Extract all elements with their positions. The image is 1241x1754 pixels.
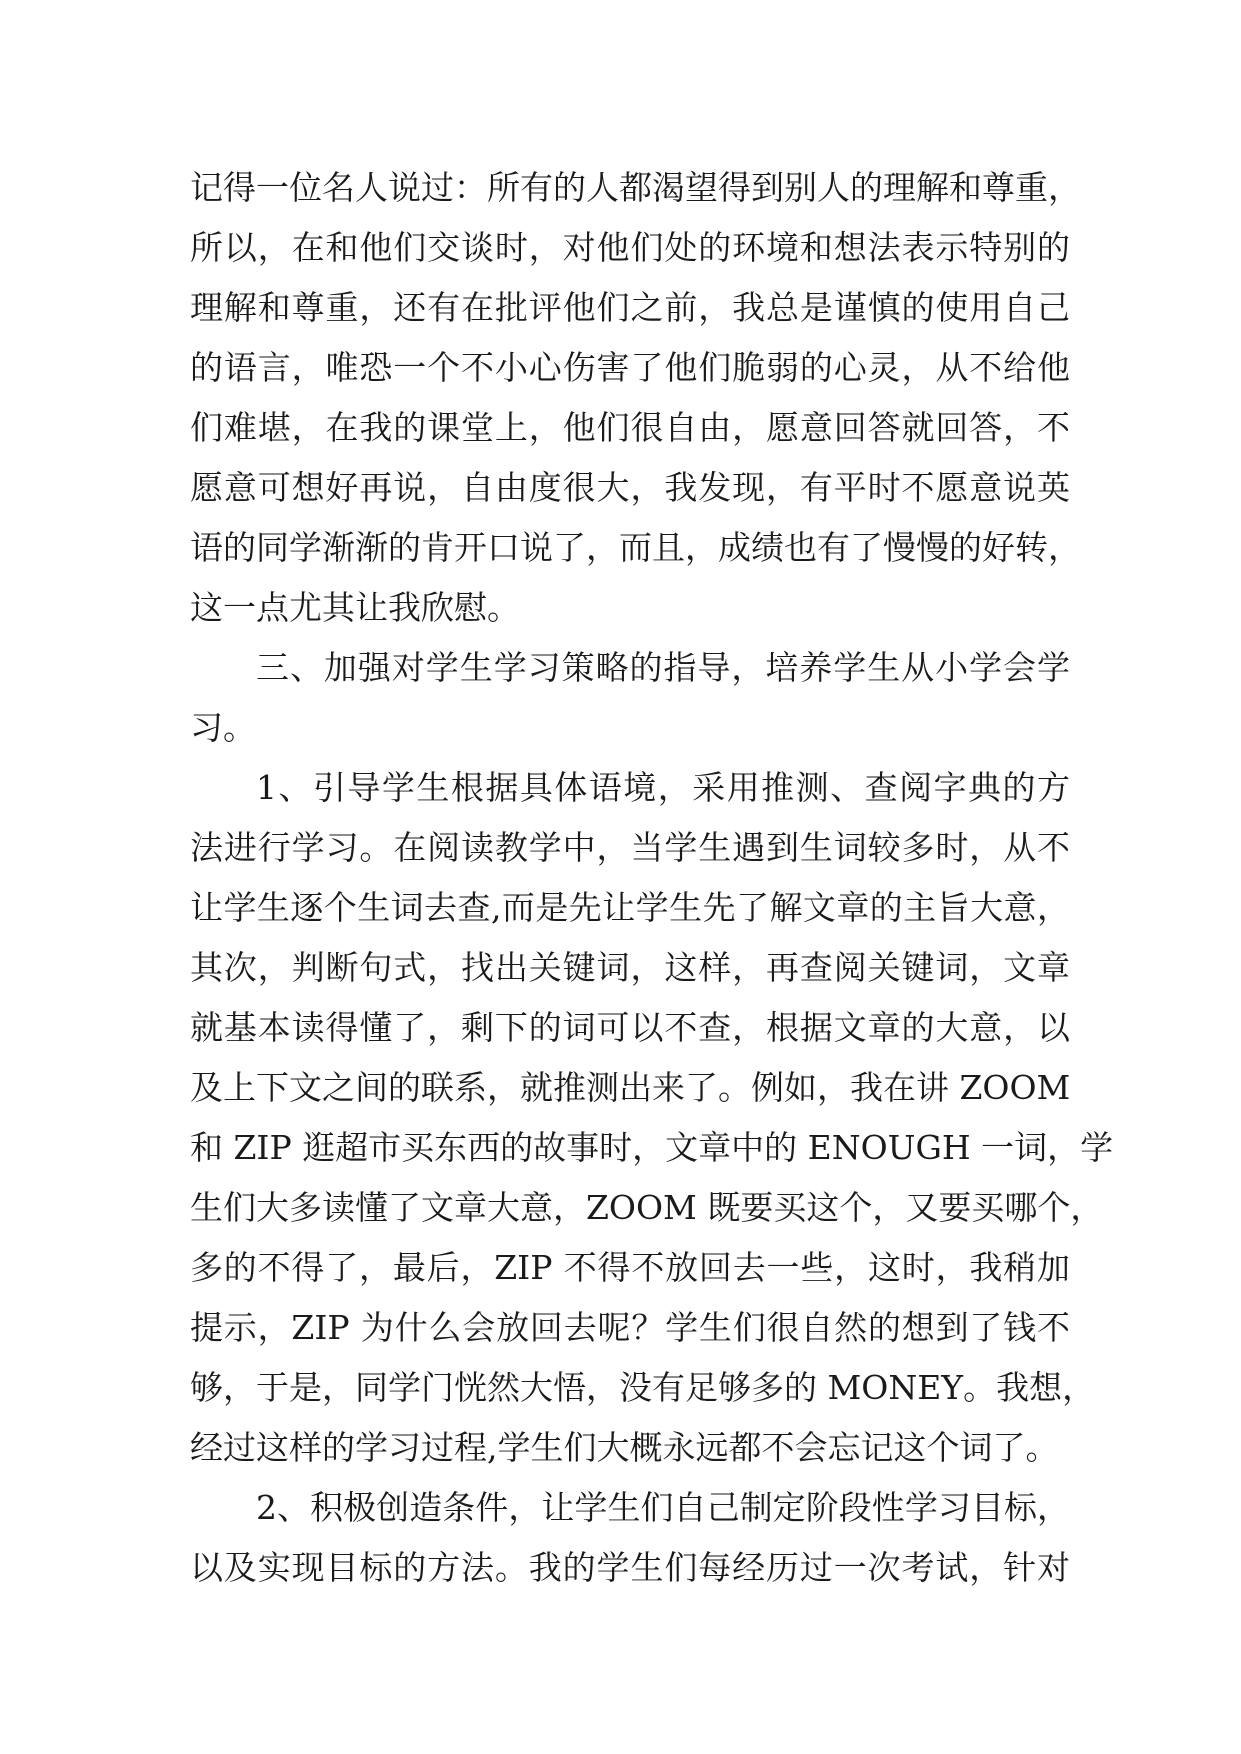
body-text	[190, 158, 1114, 1598]
text-line: 语的同学渐渐的肯开口说了，而且，成绩也有了慢慢的好转，	[190, 528, 1081, 567]
text-line: 法进行学习。在阅读教学中，当学生遇到生词较多时，从不	[190, 828, 1070, 867]
text-line: 们难堪，在我的课堂上，他们很自由，愿意回答就回答，不	[190, 408, 1070, 447]
text-line: 所以，在和他们交谈时，对他们处的环境和想法表示特别的	[190, 228, 1070, 267]
text-line: 以及实现目标的方法。我的学生们每经历过一次考试，针对	[190, 1548, 1070, 1587]
text-line: 愿意可想好再说，自由度很大，我发现，有平时不愿意说英	[190, 468, 1070, 507]
text-line: 够，于是，同学门恍然大悟，没有足够多的 MONEY。我想，	[190, 1368, 1096, 1407]
text-line: 生们大多读懂了文章大意，ZOOM 既要买这个，又要买哪个，	[190, 1188, 1104, 1227]
text-line: 就基本读得懂了，剩下的词可以不查，根据文章的大意，以	[190, 1008, 1070, 1047]
paragraph-1-first-line: 1、引导学生根据具体语境，采用推测、查阅字典的方	[256, 768, 1070, 807]
text-line: 提示，ZIP 为什么会放回去呢？学生们很自然的想到了钱不	[190, 1308, 1070, 1347]
text-line: 及上下文之间的联系，就推测出来了。例如，我在讲 ZOOM	[190, 1068, 1071, 1107]
text-line: 的语言，唯恐一个不小心伤害了他们脆弱的心灵，从不给他	[190, 348, 1070, 387]
text-line: 其次，判断句式，找出关键词，这样，再查阅关键词，文章	[190, 948, 1070, 987]
text-line: 经过这样的学习过程,学生们大概永远都不会忘记这个词了。	[190, 1428, 1059, 1467]
text-line: 多的不得了，最后，ZIP 不得不放回去一些，这时，我稍加	[190, 1248, 1070, 1287]
text-line: 理解和尊重，还有在批评他们之前，我总是谨慎的使用自己	[190, 288, 1070, 327]
paragraph-2-first-line: 2、积极创造条件，让学生们自己制定阶段性学习目标，	[256, 1488, 1070, 1527]
section-heading: 三、加强对学生学习策略的指导，培养学生从小学会学	[256, 648, 1070, 687]
text-line: 这一点尤其让我欣慰。	[190, 588, 520, 627]
text-line: 记得一位名人说过：所有的人都渴望得到别人的理解和尊重，	[190, 168, 1081, 207]
text-line: 让学生逐个生词去查,而是先让学生先了解文章的主旨大意，	[190, 888, 1070, 927]
section-heading-continuation: 习。	[190, 708, 256, 747]
text-line: 和 ZIP 逛超市买东西的故事时，文章中的 ENOUGH 一词，学	[190, 1128, 1114, 1167]
